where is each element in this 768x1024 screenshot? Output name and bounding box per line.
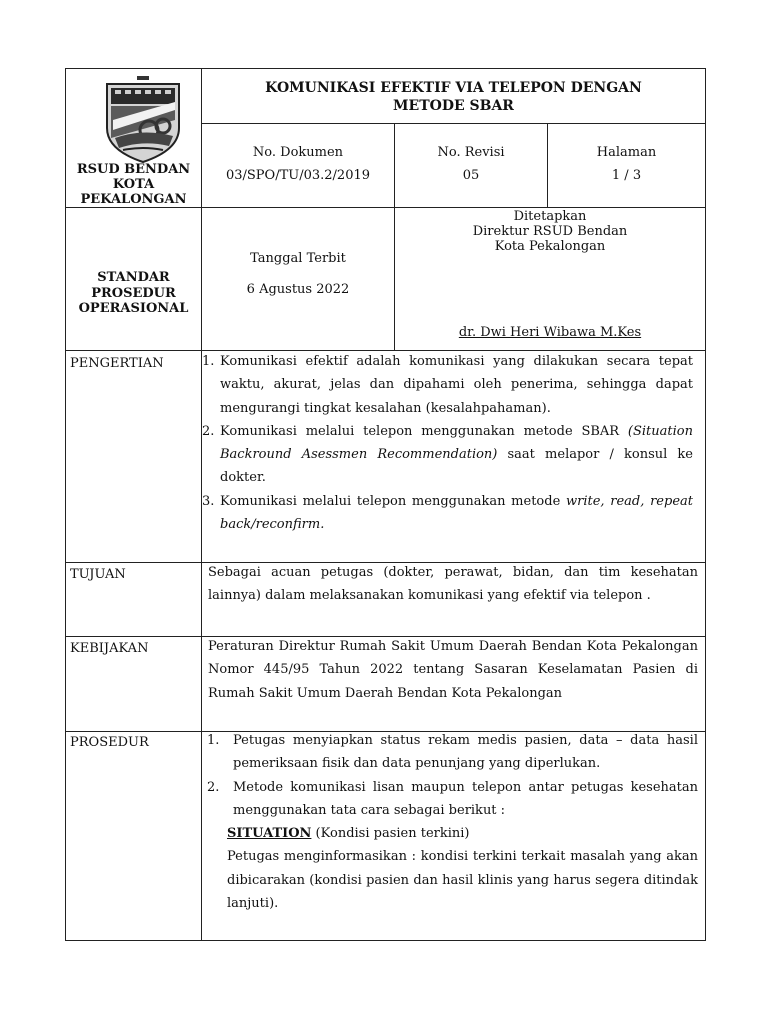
org-name-line3: PEKALONGAN	[80, 192, 187, 207]
tujuan-content	[208, 561, 698, 608]
list-number: 3.	[202, 493, 215, 509]
list-number: 1.	[207, 733, 220, 748]
table-border-bottom	[65, 940, 706, 941]
list-number: 1.	[202, 354, 215, 369]
tujuan-label: TUJUAN	[70, 567, 126, 582]
hospital-logo	[103, 76, 183, 164]
approved-by-line3: Kota Pekalongan	[494, 239, 606, 254]
title-divider	[201, 123, 706, 124]
prosedur-content	[207, 729, 698, 915]
pengertian-label: PENGERTIAN	[70, 356, 164, 371]
table-border-top	[65, 68, 706, 69]
kebijakan-text: Peraturan Direktur Rumah Sakit Umum Daerah Bendan Kota Pekalongan Nomor 445/95 Tahun 2022 tentang Sasaran Keselamatan Pasien di Rumah Sakit Umum Daerah Bendan Kota Pekalongan	[208, 639, 698, 701]
situation-label: SITUATION	[227, 826, 312, 842]
doc-number-value: 03/SPO/TU/03.2/2019	[225, 168, 371, 183]
issue-date-label: Tanggal Terbit	[250, 251, 346, 266]
list-text: Metode komunikasi lisan maupun telepon antar petugas kesehatan menggunakan tata cara sebagai berikut :	[233, 779, 698, 818]
prosedur-item-1	[207, 729, 698, 776]
pengertian-content	[202, 350, 693, 536]
issue-date-value: 6 Agustus 2022	[246, 282, 350, 297]
item-3-pre: Komunikasi melalui telepon menggunakan metode	[220, 493, 566, 509]
doc-number-label: No. Dokumen	[252, 145, 344, 160]
approved-by-line1: Ditetapkan	[513, 209, 587, 224]
list-number: 2.	[202, 423, 215, 439]
item-2-italic: (Situation Backround Asessmen Recommendation)	[220, 423, 693, 463]
revision-value: 05	[462, 168, 480, 183]
signatory-name	[395, 325, 705, 341]
situation-heading	[207, 822, 698, 845]
document-title-line2: METODE SBAR	[393, 98, 514, 114]
org-name-line2: KOTA	[112, 177, 155, 192]
list-text: Petugas menyiapkan status rekam medis pasien, data – data hasil pemeriksaan fisik dan data penunjang yang diperlukan.	[233, 733, 698, 772]
pengertian-item-2	[202, 420, 693, 490]
tujuan-text: Sebagai acuan petugas (dokter, perawat, bidan, dan tim kesehatan lainnya) dalam melaksanakan komunikasi yang efektif via telepon .	[208, 565, 698, 604]
item-2-post: saat melapor / konsul ke dokter.	[220, 447, 693, 486]
approved-by-line2: Direktur RSUD Bendan	[472, 224, 628, 239]
page-label: Halaman	[596, 145, 657, 160]
pengertian-item-1	[202, 350, 693, 420]
list-text	[220, 490, 693, 537]
list-number: 2.	[207, 779, 220, 795]
page-value: 1 / 3	[611, 168, 642, 183]
prosedur-label: PROSEDUR	[70, 735, 149, 750]
situation-text: Petugas menginformasikan : kondisi terkini terkait masalah yang akan dibicarakan (kondisi pasien dan hasil klinis yang harus segera ditindak lanjuti).	[227, 849, 698, 912]
revision-page-divider	[547, 123, 548, 208]
list-text: Komunikasi efektif adalah komunikasi yang dilakukan secara tepat waktu, akurat, jelas dan dipahami oleh penerima, sehingga dapat mengurangi tingkat kesalahan (kesalahpahaman).	[220, 354, 693, 416]
city-emblem-icon	[103, 76, 183, 164]
item-2-pre: Komunikasi melalui telepon menggunakan metode SBAR	[220, 423, 628, 439]
revision-label: No. Revisi	[437, 145, 505, 160]
kebijakan-label: KEBIJAKAN	[70, 641, 149, 656]
document-title-line1: KOMUNIKASI EFEKTIF VIA TELEPON DENGAN	[265, 80, 642, 96]
list-text	[220, 420, 693, 490]
kebijakan-content	[208, 635, 698, 705]
pengertian-item-3	[202, 490, 693, 537]
org-name-line1: RSUD BENDAN	[76, 162, 191, 177]
sop-line1: STANDAR	[97, 270, 170, 285]
table-border-right	[705, 68, 706, 941]
prosedur-item-2	[207, 776, 698, 823]
item-3-italic: write, read, repeat back/reconfirm.	[220, 493, 693, 533]
sop-line2: PROSEDUR	[91, 286, 176, 301]
sop-line3: OPERASIONAL	[78, 301, 189, 316]
signatory-name-text: dr. Dwi Heri Wibawa M.Kes	[458, 325, 642, 340]
situation-note: (Kondisi pasien terkini)	[311, 826, 470, 842]
